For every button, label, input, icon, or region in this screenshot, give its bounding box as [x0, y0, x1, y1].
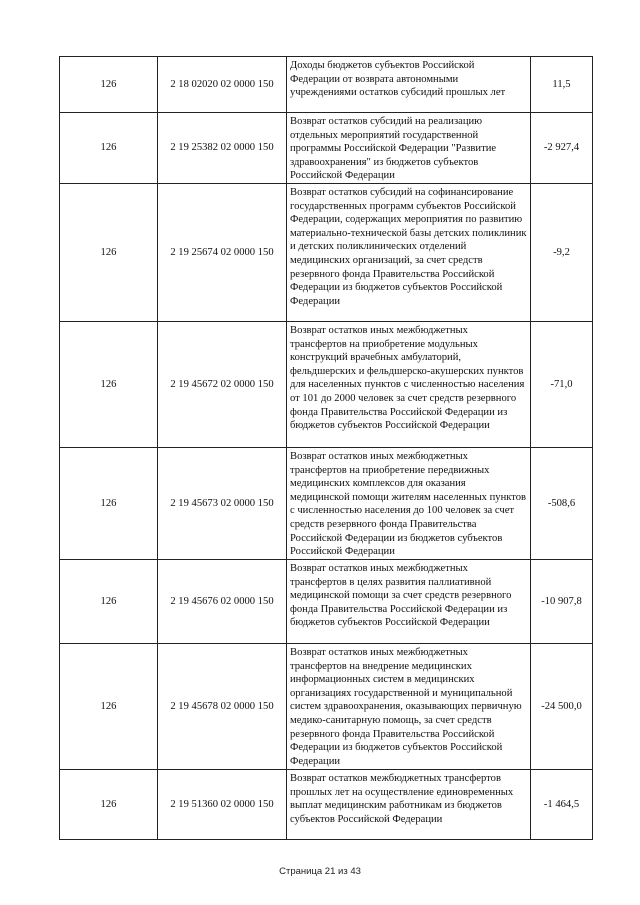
table-row	[60, 57, 593, 113]
amount-cell: -24 500,0	[531, 643, 593, 769]
budget-classification-code-cell: 2 19 51360 02 0000 150	[158, 769, 287, 839]
table-row	[60, 643, 593, 769]
amount-cell: -10 907,8	[531, 559, 593, 643]
table-row	[60, 183, 593, 321]
income-name-cell: Возврат остатков иных межбюджетных трансфертов на внедрение медицинских информационных систем в медицинских организациях государственной и муниципальной систем здравоохранения, оказывающих первичную медико-санитарную помощь, за счет средств резервного фонда Правительства Российской Федерации из бюджетов субъектов Российской Федерации	[287, 643, 531, 769]
budget-classification-code-cell: 2 18 02020 02 0000 150	[158, 57, 287, 113]
budget-income-table	[59, 56, 593, 840]
admin-code-cell: 126	[60, 57, 158, 113]
admin-code-cell: 126	[60, 769, 158, 839]
budget-classification-code-cell: 2 19 45676 02 0000 150	[158, 559, 287, 643]
amount-cell: -71,0	[531, 321, 593, 447]
amount-cell: -2 927,4	[531, 113, 593, 184]
income-name-cell: Возврат остатков субсидий на реализацию отдельных мероприятий государственной программы Российской Федерации "Развитие здравоохранения" из бюджетов субъектов Российской Федерации	[287, 113, 531, 184]
income-name-cell: Возврат остатков межбюджетных трансфертов прошлых лет на осуществление единовременных выплат медицинским работникам из бюджетов субъектов Российской Федерации	[287, 769, 531, 839]
table-row	[60, 769, 593, 839]
table-row	[60, 447, 593, 559]
income-name-cell: Возврат остатков иных межбюджетных трансфертов в целях развития паллиативной медицинской помощи за счет средств резервного фонда Правительства Российской Федерации из бюджетов субъектов Российской Федерации	[287, 559, 531, 643]
amount-cell: -9,2	[531, 183, 593, 321]
admin-code-cell: 126	[60, 447, 158, 559]
income-name-cell: Возврат остатков субсидий на софинансирование государственных программ субъектов Российской Федерации, содержащих мероприятия по развитию материально-технической базы детских поликлиник и детских поликлинических отделений медицинских организаций, за счет средств резервного фонда Правительства Российской Федерации из бюджетов субъектов Российской Федерации	[287, 183, 531, 321]
budget-classification-code-cell: 2 19 45672 02 0000 150	[158, 321, 287, 447]
admin-code-cell: 126	[60, 559, 158, 643]
budget-classification-code-cell: 2 19 25382 02 0000 150	[158, 113, 287, 184]
budget-classification-code-cell: 2 19 45673 02 0000 150	[158, 447, 287, 559]
amount-cell: 11,5	[531, 57, 593, 113]
admin-code-cell: 126	[60, 321, 158, 447]
page-number: Страница 21 из 43	[279, 866, 361, 877]
admin-code-cell: 126	[60, 643, 158, 769]
budget-classification-code-cell: 2 19 45678 02 0000 150	[158, 643, 287, 769]
income-name-cell: Возврат остатков иных межбюджетных трансфертов на приобретение передвижных медицинских комплексов для оказания медицинской помощи жителям населенных пунктов с численностью населения до 100 человек за счет средств резервного фонда Правительства Российской Федерации из бюджетов субъектов Российской Федерации	[287, 447, 531, 559]
table-row	[60, 559, 593, 643]
admin-code-cell: 126	[60, 113, 158, 184]
income-name-cell: Доходы бюджетов субъектов Российской Федерации от возврата автономными учреждениями остатков субсидий прошлых лет	[287, 57, 531, 113]
admin-code-cell: 126	[60, 183, 158, 321]
amount-cell: -508,6	[531, 447, 593, 559]
table-row	[60, 321, 593, 447]
income-name-cell: Возврат остатков иных межбюджетных трансфертов на приобретение модульных конструкций врачебных амбулаторий, фельдшерских и фельдшерско-акушерских пунктов для населенных пунктов с численностью населения от 101 до 2000 человек за счет средств резервного фонда Правительства Российской Федерации из бюджетов субъектов Российской Федерации	[287, 321, 531, 447]
table-row	[60, 113, 593, 184]
amount-cell: -1 464,5	[531, 769, 593, 839]
budget-classification-code-cell: 2 19 25674 02 0000 150	[158, 183, 287, 321]
